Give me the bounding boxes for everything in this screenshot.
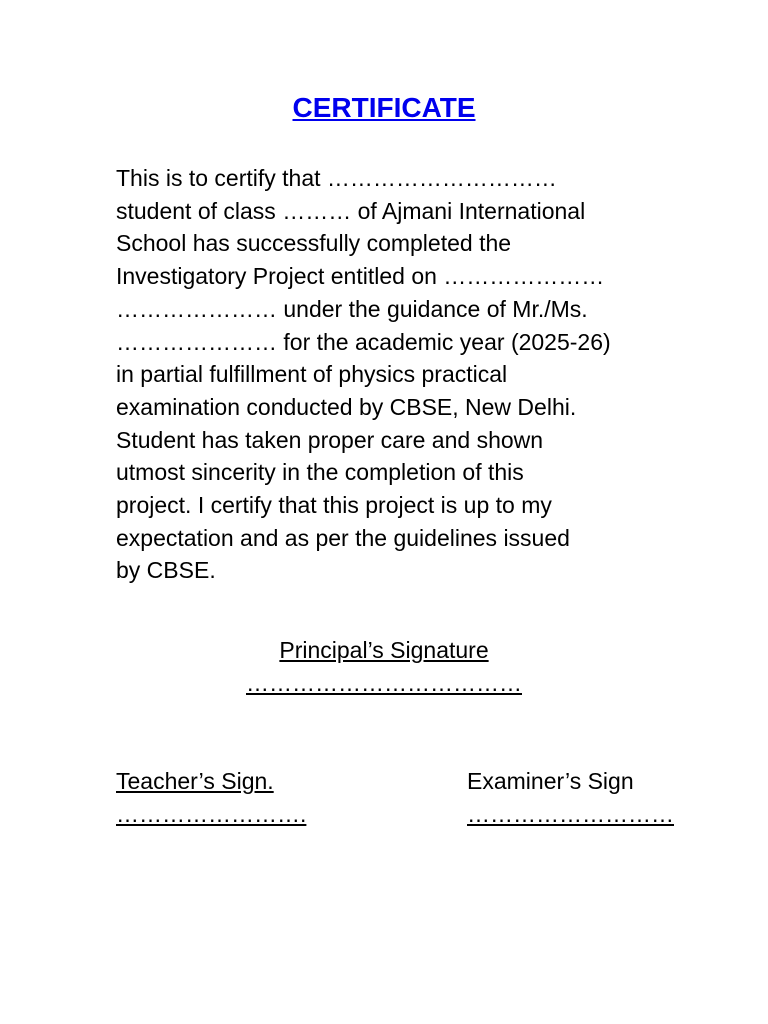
principal-signature-line: ………………………………: [246, 670, 522, 696]
body-line: by CBSE.: [116, 557, 216, 584]
certificate-body: [116, 162, 656, 587]
principal-signature-block: [0, 634, 768, 700]
body-line: expectation and as per the guidelines issued: [116, 524, 570, 551]
body-line: examination conducted by CBSE, New Delhi.: [116, 393, 577, 420]
body-line: ………………… for the academic year (2025-26): [116, 328, 611, 355]
body-line: Student has taken proper care and shown: [116, 426, 544, 453]
teacher-signature-label: Teacher’s Sign.: [116, 768, 274, 794]
body-line: This is to certify that …………………………: [116, 165, 557, 191]
body-line: ………………… under the guidance of Mr./Ms.: [116, 295, 588, 322]
examiner-signature-label: Examiner’s Sign: [467, 768, 634, 794]
body-line: utmost sincerity in the completion of this: [116, 459, 524, 486]
teacher-signature-line: …………………….: [116, 801, 307, 827]
body-line: in partial fulfillment of physics practical: [116, 361, 508, 388]
body-line: Investigatory Project entitled on …………………: [116, 263, 605, 290]
principal-signature-label: Principal’s Signature: [279, 637, 489, 663]
body-line: project. I certify that this project is up to my: [116, 492, 552, 519]
body-line: student of class ……… of Ajmani International: [116, 197, 586, 224]
teacher-signature-block: [116, 765, 306, 831]
examiner-signature-block: [467, 765, 674, 831]
certificate-title: CERTIFICATE: [292, 92, 476, 123]
body-line: School has successfully completed the: [116, 230, 512, 257]
examiner-signature-line: ………………………: [467, 801, 674, 827]
